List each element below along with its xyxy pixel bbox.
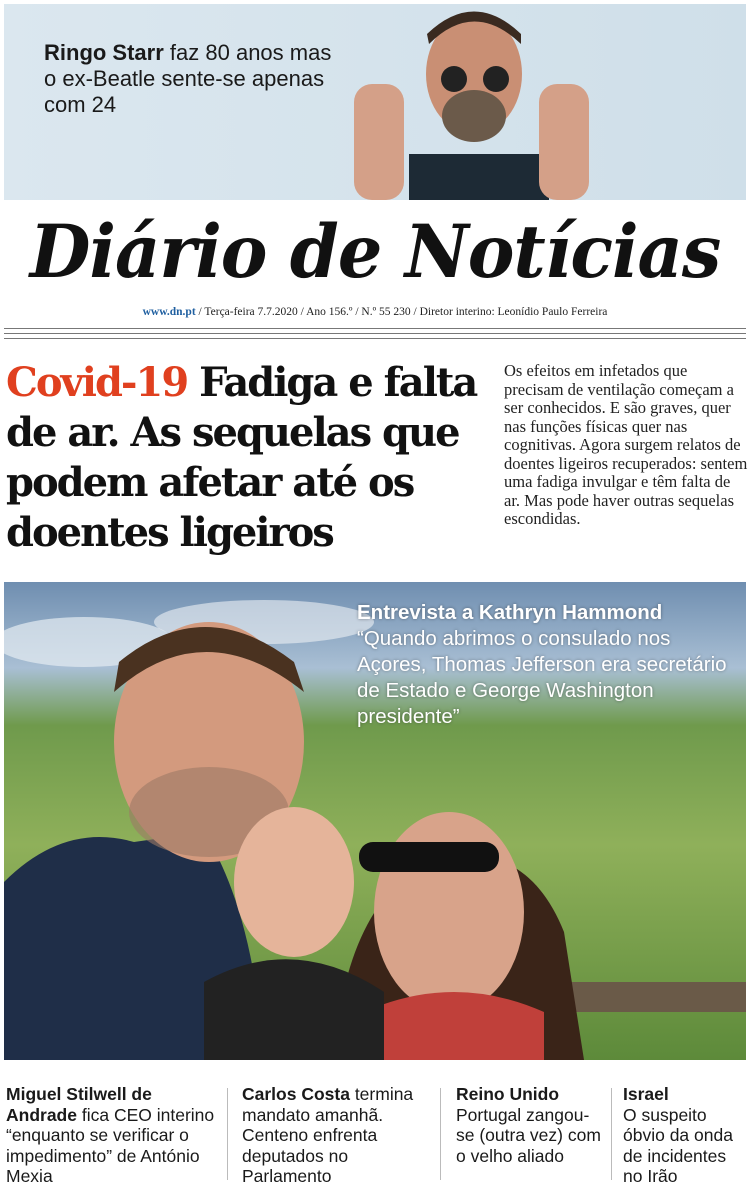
teaser[interactable] <box>242 1084 432 1187</box>
divider <box>4 328 746 329</box>
banner-teaser <box>44 40 344 118</box>
headline-text: Fadiga e falta de ar. As sequelas que podem afetar até os doentes ligeiros <box>6 359 477 556</box>
website-link[interactable]: www.dn.pt <box>142 306 196 318</box>
masthead-logo[interactable]: Diário de Notícias <box>29 207 721 296</box>
teaser-title: Miguel Stilwell de Andrade <box>6 1084 152 1125</box>
teaser-text: fica CEO interino “enquanto se verificar o impedimento” de António Mexia <box>6 1104 215 1186</box>
banner-text: faz 80 anos mas o ex-Beatle sente-se apenas com 24 <box>44 40 332 117</box>
divider <box>440 1088 441 1180</box>
teaser-title: Reino Unido <box>456 1084 560 1104</box>
feature-photo[interactable] <box>4 582 746 1060</box>
teaser[interactable] <box>6 1084 226 1187</box>
teaser[interactable] <box>456 1084 606 1166</box>
teaser-title: Israel <box>623 1084 669 1104</box>
divider <box>227 1088 228 1180</box>
divider <box>611 1088 612 1180</box>
masthead-meta <box>0 306 750 318</box>
lead-dek: Os efeitos em infetados que precisam de ventilação começam a ser conhecidos. E são graves, quer nas funções físicas quer nas cognitivas. Agora surgem relatos de doentes ligeiros recuperados: sentem uma fadiga invulgar e têm falta de ar. Mas pode haver outras sequelas escondidas. <box>504 361 748 528</box>
lead-headline[interactable] <box>6 358 486 558</box>
divider <box>4 333 746 334</box>
issue-info: / Terça-feira 7.7.2020 / Ano 156.º / N.º 55 230 / Diretor interino: Leonídio Paulo Ferreira <box>195 306 608 318</box>
teaser-text: termina mandato amanhã. Centeno enfrenta deputados no Parlamento <box>242 1084 414 1186</box>
top-banner[interactable] <box>4 4 746 200</box>
teaser-text: O suspeito óbvio da onda de incidentes no Irão <box>623 1104 733 1186</box>
divider <box>4 338 746 339</box>
teaser-title: Carlos Costa <box>242 1084 350 1104</box>
teasers-row <box>0 1084 750 1186</box>
feature-caption <box>357 600 737 730</box>
banner-name: Ringo Starr <box>44 40 164 65</box>
feature-quote: “Quando abrimos o consulado nos Açores, Thomas Jefferson era secretário de Estado e George Washington presidente” <box>357 627 727 728</box>
teaser[interactable] <box>623 1084 743 1187</box>
teaser-text: Portugal zangou-se (outra vez) com o velho aliado <box>456 1104 601 1166</box>
headline-kicker: Covid-19 <box>6 359 188 406</box>
feature-title: Entrevista a Kathryn Hammond <box>357 601 663 624</box>
ringo-starr-photo <box>349 4 604 200</box>
